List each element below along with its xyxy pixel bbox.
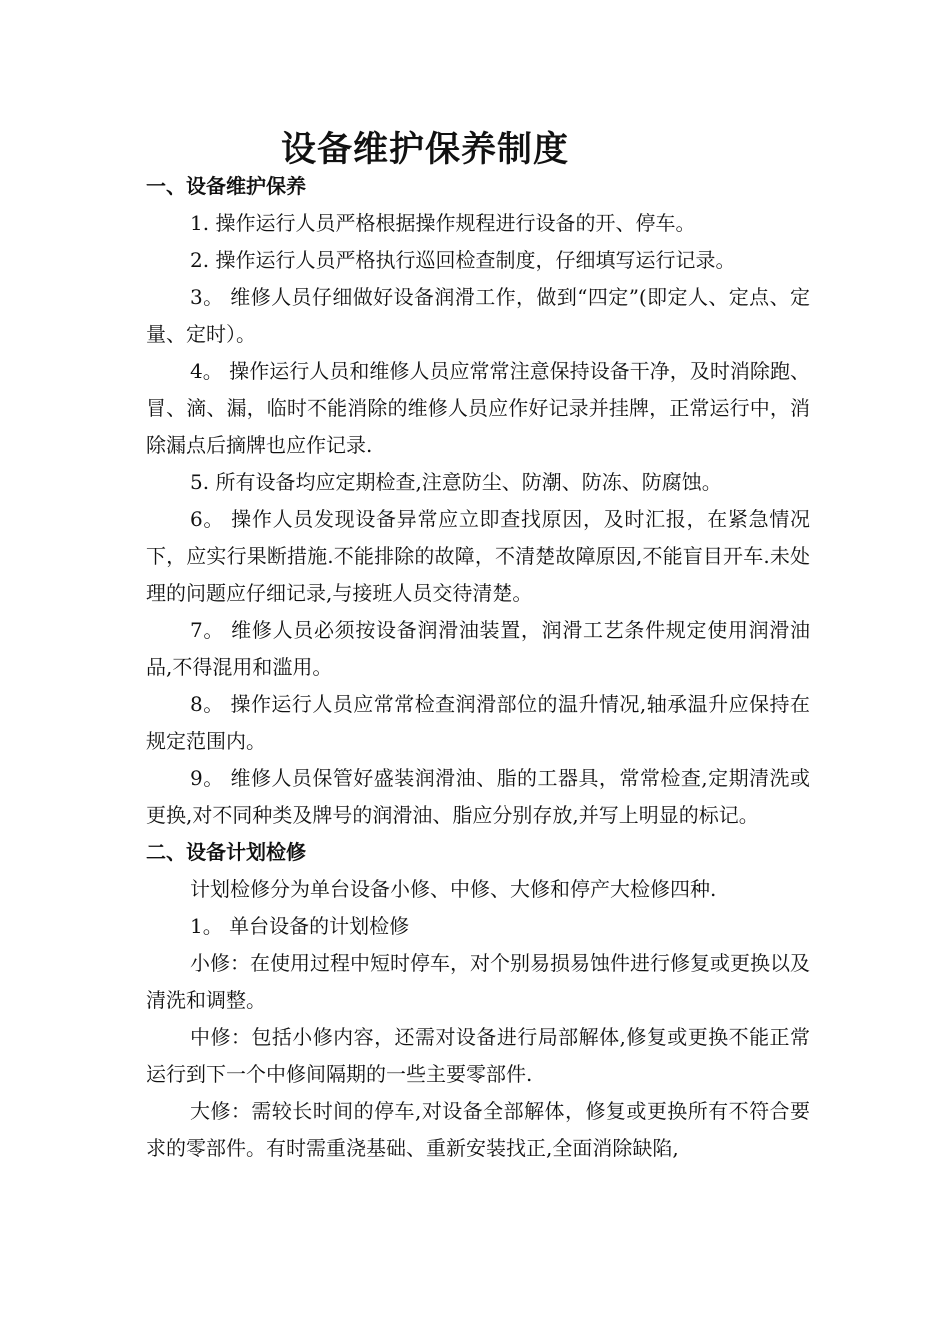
paragraph: 8。 操作运行人员应常常检查润滑部位的温升情况,轴承温升应保持在规定范围内。 xyxy=(146,692,810,753)
paragraph: 1。 单台设备的计划检修 xyxy=(190,914,410,938)
paragraph: 9。 维修人员保管好盛装润滑油、脂的工器具，常常检查,定期清洗或更换,对不同种类及牌号的润滑油、脂应分别存放,并写上明显的标记。 xyxy=(146,766,810,827)
paragraph: 6。 操作人员发现设备异常应立即查找原因，及时汇报，在紧急情况下，应实行果断措施.不能排除的故障，不清楚故障原因,不能盲目开车.未处理的问题应仔细记录,与接班人员交待清楚。 xyxy=(146,507,810,605)
paragraph: 3。 维修人员仔细做好设备润滑工作，做到“四定”(即定人、定点、定量、定时）。 xyxy=(146,285,810,346)
paragraph: 1. 操作运行人员严格根据操作规程进行设备的开、停车。 xyxy=(190,211,696,235)
document-title: 设备维护保养制度 xyxy=(280,130,569,170)
paragraph: 5. 所有设备均应定期检查,注意防尘、防潮、防冻、防腐蚀。 xyxy=(190,470,722,494)
paragraph: 7。 维修人员必须按设备润滑油装置，润滑工艺条件规定使用润滑油品,不得混用和滥用。 xyxy=(146,618,810,679)
paragraph: 小修：在使用过程中短时停车，对个别易损易蚀件进行修复或更换以及清洗和调整。 xyxy=(146,951,810,1012)
paragraph: 2. 操作运行人员严格执行巡回检查制度，仔细填写运行记录。 xyxy=(190,248,736,272)
paragraph: 中修：包括小修内容，还需对设备进行局部解体,修复或更换不能正常运行到下一个中修间隔期的一些主要零部件. xyxy=(146,1025,810,1086)
document-body xyxy=(146,168,810,1167)
section-heading-planned-overhaul: 二、设备计划检修 xyxy=(146,840,306,864)
paragraph: 4。 操作运行人员和维修人员应常常注意保持设备干净，及时消除跑、冒、滴、漏，临时不能消除的维修人员应作好记录并挂牌，正常运行中，消除漏点后摘牌也应作记录. xyxy=(146,359,810,457)
paragraph: 计划检修分为单台设备小修、中修、大修和停产大检修四种. xyxy=(190,877,717,901)
paragraph: 大修：需较长时间的停车,对设备全部解体，修复或更换所有不符合要求的零部件。有时需重浇基础、重新安装找正,全面消除缺陷, xyxy=(146,1099,810,1160)
section-heading-maintenance: 一、设备维护保养 xyxy=(146,174,306,198)
